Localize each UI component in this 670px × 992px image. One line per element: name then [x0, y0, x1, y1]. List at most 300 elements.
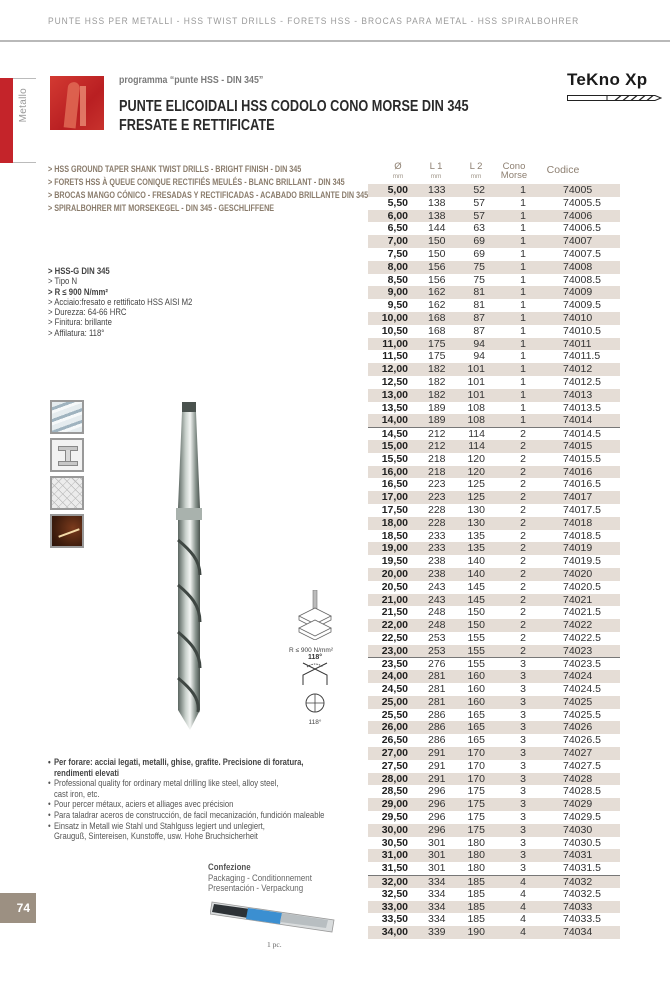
- cell-cone: 2: [520, 439, 526, 452]
- cell-code: 74026.5: [563, 734, 601, 747]
- cell-l2: 57: [473, 209, 485, 222]
- table-row: [368, 798, 620, 811]
- cell-code: 74012: [563, 363, 593, 376]
- cell-code: 74011.5: [563, 350, 601, 363]
- cell-l2: 130: [467, 503, 485, 516]
- cell-l2: 180: [467, 836, 485, 849]
- cell-diameter: 21,50: [381, 606, 408, 619]
- lang-line: > SPIRALBOHRER MIT MORSEKEGEL - DIN 345 - GESCHLIFFENE: [48, 203, 275, 213]
- col-code: Codice: [546, 164, 580, 176]
- cell-l2: 155: [467, 644, 485, 657]
- cell-l2: 155: [467, 631, 485, 644]
- cell-l1: 133: [428, 184, 446, 196]
- spec-item: > HSS-G DIN 345: [48, 266, 110, 276]
- cell-code: 74013: [563, 388, 593, 401]
- table-row: [368, 530, 620, 543]
- cell-code: 74030.5: [563, 836, 601, 849]
- checker-plate-icon: [50, 476, 84, 510]
- cell-code: 74029.5: [563, 811, 601, 824]
- spec-list: [48, 266, 192, 338]
- cell-code: 74015.5: [563, 452, 601, 465]
- wood-spark-icon: [50, 514, 84, 548]
- cell-cone: 2: [520, 465, 526, 478]
- cell-l2: 108: [467, 401, 485, 414]
- cell-cone: 3: [520, 798, 526, 811]
- header-rule: [0, 40, 670, 42]
- cell-cone: 2: [520, 606, 526, 619]
- cell-l1: 253: [428, 644, 446, 657]
- cell-cone: 1: [520, 337, 526, 350]
- cell-l1: 233: [428, 542, 446, 555]
- cell-l1: 168: [428, 311, 446, 324]
- cell-diameter: 7,50: [387, 247, 408, 260]
- cell-code: 74015: [563, 439, 593, 452]
- table-row: [368, 517, 620, 530]
- table-row: [368, 875, 620, 888]
- cell-l1: 182: [428, 363, 446, 376]
- cell-l2: 130: [467, 516, 485, 529]
- table-row: [368, 709, 620, 722]
- cell-l2: 175: [467, 811, 485, 824]
- cell-l2: 185: [467, 913, 485, 926]
- cell-diameter: 7,00: [387, 235, 408, 248]
- cell-cone: 1: [520, 286, 526, 299]
- usage-item: • Per forare: acciai legati, metalli, ghise, grafite. Precisione di foratura, rendimenti elevati: [48, 757, 324, 778]
- table-row: [368, 286, 620, 299]
- cell-code: 74033.5: [563, 913, 601, 926]
- cell-code: 74025.5: [563, 708, 601, 721]
- cell-code: 74023: [563, 644, 593, 657]
- table-row: [368, 773, 620, 786]
- cell-code: 74014.5: [563, 428, 601, 441]
- cell-code: 74031: [563, 849, 593, 862]
- cell-cone: 3: [520, 747, 526, 760]
- cell-diameter: 31,00: [381, 849, 408, 862]
- table-row: [368, 606, 620, 619]
- table-row: [368, 427, 620, 440]
- cell-diameter: 14,00: [381, 414, 408, 427]
- drill-tip-icon: [303, 692, 327, 714]
- table-row: [368, 696, 620, 709]
- cell-l1: 175: [428, 337, 446, 350]
- cell-diameter: 5,50: [387, 196, 408, 209]
- cell-l2: 94: [473, 337, 485, 350]
- cell-diameter: 25,50: [381, 708, 408, 721]
- cell-code: 74018: [563, 516, 593, 529]
- cell-diameter: 27,00: [381, 747, 408, 760]
- table-row: [368, 504, 620, 517]
- cell-diameter: 22,00: [381, 619, 408, 632]
- drill-bit-icon: [567, 94, 662, 102]
- cell-cone: 1: [520, 363, 526, 376]
- cell-code: 74032: [563, 876, 593, 889]
- cell-code: 74032.5: [563, 887, 601, 900]
- cell-cone: 3: [520, 759, 526, 772]
- cell-diameter: 21,00: [381, 593, 408, 606]
- cell-cone: 1: [520, 196, 526, 209]
- cell-code: 74024: [563, 670, 593, 683]
- cell-l2: 160: [467, 695, 485, 708]
- table-row: [368, 594, 620, 607]
- cell-cone: 2: [520, 503, 526, 516]
- cell-cone: 1: [520, 401, 526, 414]
- table-row: [368, 235, 620, 248]
- cell-cone: 2: [520, 452, 526, 465]
- packaging-title: Confezione: [208, 862, 251, 872]
- cell-l1: 168: [428, 324, 446, 337]
- cell-l2: 125: [467, 491, 485, 504]
- cell-diameter: 26,00: [381, 721, 408, 734]
- table-row: [368, 632, 620, 645]
- cell-l2: 185: [467, 876, 485, 889]
- cell-diameter: 11,50: [382, 350, 408, 363]
- cell-cone: 3: [520, 823, 526, 836]
- cell-diameter: 5,00: [387, 184, 408, 196]
- cell-diameter: 8,00: [387, 260, 408, 273]
- table-row: [368, 901, 620, 914]
- cell-l1: 228: [428, 503, 446, 516]
- tip-angle-label: 118°: [308, 719, 322, 726]
- cell-l1: 248: [428, 606, 446, 619]
- cell-cone: 2: [520, 567, 526, 580]
- cell-l1: 138: [428, 209, 446, 222]
- table-row: [368, 747, 620, 760]
- cell-l1: 281: [428, 670, 446, 683]
- cell-diameter: 25,00: [381, 695, 408, 708]
- cell-code: 74011: [563, 337, 592, 350]
- cell-cone: 3: [520, 836, 526, 849]
- packaging-line: Presentación - Verpackung: [208, 883, 304, 893]
- cell-l1: 228: [428, 516, 446, 529]
- usage-item: • Professional quality for ordinary metal drilling like steel, alloy steel, cast iron, etc.: [48, 778, 324, 799]
- spec-item: > Tipo N: [48, 276, 78, 287]
- cell-l2: 94: [473, 350, 485, 363]
- cell-cone: 1: [520, 247, 526, 260]
- cell-cone: 2: [520, 428, 526, 441]
- table-row: [368, 338, 620, 351]
- drill-product-image: [160, 400, 220, 740]
- cell-l2: 150: [467, 619, 485, 632]
- cell-diameter: 34,00: [381, 926, 408, 939]
- cell-diameter: 20,00: [381, 567, 408, 580]
- cell-cone: 2: [520, 516, 526, 529]
- cell-l1: 156: [428, 260, 446, 273]
- table-row: [368, 248, 620, 261]
- cell-code: 74006.5: [563, 222, 601, 235]
- cell-l2: 52: [473, 184, 485, 196]
- cell-code: 74008: [563, 260, 593, 273]
- cell-l1: 296: [428, 811, 446, 824]
- cell-diameter: 9,50: [387, 299, 408, 312]
- category-image: [50, 76, 104, 130]
- cell-l2: 108: [467, 414, 485, 427]
- cell-l2: 165: [467, 734, 485, 747]
- cell-l1: 286: [428, 708, 446, 721]
- cell-l1: 212: [428, 428, 446, 441]
- cell-code: 74024.5: [563, 683, 601, 696]
- usage-item: • Einsatz in Metall wie Stahl und Stahlguss legiert und unlegiert, Grauguß, Sintereisen, Kunstoffe, usw. Hohe Bruchsicherheit: [48, 821, 324, 842]
- cell-l1: 243: [428, 593, 446, 606]
- corrugated-sheet-icon: [50, 400, 84, 434]
- header-title: PUNTE HSS PER METALLI - HSS TWIST DRILLS - FORETS HSS - BROCAS PARA METAL - HSS SPIRALBOHRER: [48, 16, 580, 26]
- cell-diameter: 8,50: [387, 273, 408, 286]
- table-row: [368, 440, 620, 453]
- table-row: [368, 350, 620, 363]
- cell-l2: 135: [467, 529, 485, 542]
- cell-diameter: 24,50: [381, 683, 408, 696]
- cell-l1: 253: [428, 631, 446, 644]
- packaging-tube-image: [210, 898, 336, 934]
- table-row: [368, 619, 620, 632]
- table-body: [368, 184, 620, 939]
- cell-cone: 3: [520, 658, 526, 671]
- cell-cone: 1: [520, 350, 526, 363]
- cell-diameter: 18,00: [381, 516, 408, 529]
- cell-code: 74022.5: [563, 631, 601, 644]
- table-row: [368, 645, 620, 658]
- cell-diameter: 10,50: [381, 324, 408, 337]
- table-header: [368, 160, 620, 184]
- cell-diameter: 23,50: [381, 658, 408, 671]
- cell-code: 74017: [563, 491, 593, 504]
- cell-l1: 301: [428, 862, 446, 875]
- cell-cone: 3: [520, 772, 526, 785]
- cell-cone: 1: [520, 311, 526, 324]
- cell-code: 74007: [563, 235, 593, 248]
- cell-code: 74005.5: [563, 196, 601, 209]
- language-descriptions: [48, 163, 368, 215]
- cell-code: 74007.5: [563, 247, 601, 260]
- table-row: [368, 734, 620, 747]
- cell-diameter: 22,50: [381, 631, 408, 644]
- table-row: [368, 197, 620, 210]
- cell-cone: 2: [520, 478, 526, 491]
- col-cone: Cono Morse: [500, 161, 528, 181]
- cell-code: 74017.5: [563, 503, 601, 516]
- cell-code: 74020: [563, 567, 593, 580]
- spec-item: > Acciaio:fresato e rettificato HSS AISI M2: [48, 296, 193, 307]
- table-row: [368, 184, 620, 197]
- cell-code: 74010.5: [563, 324, 601, 337]
- cell-cone: 2: [520, 619, 526, 632]
- lang-line: > BROCAS MANGO CÓNICO - FRESADAS Y RECTIFICADAS - ACABADO BRILLANTE DIN 345: [48, 190, 369, 200]
- cell-cone: 2: [520, 491, 526, 504]
- table-row: [368, 670, 620, 683]
- cell-diameter: 15,50: [381, 452, 408, 465]
- cell-l1: 339: [428, 926, 446, 939]
- cell-diameter: 33,50: [381, 913, 408, 926]
- table-row: [368, 760, 620, 773]
- cell-l2: 180: [467, 849, 485, 862]
- cell-cone: 4: [520, 876, 526, 889]
- table-row: [368, 376, 620, 389]
- cell-l2: 140: [467, 567, 485, 580]
- cell-cone: 1: [520, 388, 526, 401]
- cell-cone: 3: [520, 683, 526, 696]
- cell-code: 74008.5: [563, 273, 601, 286]
- cell-cone: 3: [520, 862, 526, 875]
- cell-l2: 69: [473, 235, 485, 248]
- page-header: [0, 0, 670, 42]
- program-subtitle: programma “punte HSS - DIN 345”: [119, 75, 264, 86]
- cell-cone: 4: [520, 926, 526, 939]
- col-l2: L 2 mm: [469, 161, 483, 180]
- table-row: [368, 210, 620, 223]
- cell-diameter: 20,50: [381, 580, 408, 593]
- cell-code: 74006: [563, 209, 593, 222]
- cell-cone: 3: [520, 734, 526, 747]
- cell-code: 74021.5: [563, 606, 601, 619]
- packaging-line: Packaging - Conditionnement: [208, 872, 312, 883]
- cell-l1: 243: [428, 580, 446, 593]
- cell-l1: 238: [428, 555, 446, 568]
- cell-l2: 57: [473, 196, 485, 209]
- cell-code: 74010: [563, 311, 593, 324]
- cell-l2: 87: [473, 311, 485, 324]
- cell-l2: 160: [467, 670, 485, 683]
- cell-diameter: 32,00: [381, 876, 408, 889]
- cell-l1: 189: [428, 414, 446, 427]
- table-row: [368, 542, 620, 555]
- cell-code: 74030: [563, 823, 593, 836]
- cell-l1: 334: [428, 887, 446, 900]
- cell-diameter: 30,50: [381, 836, 408, 849]
- cell-l2: 75: [473, 273, 485, 286]
- cell-diameter: 23,00: [381, 644, 408, 657]
- spec-item: > R ≤ 900 N/mm²: [48, 286, 108, 297]
- col-diameter: Ø mm: [392, 161, 404, 180]
- table-row: [368, 453, 620, 466]
- cell-l2: 190: [467, 926, 485, 939]
- cell-code: 74031.5: [563, 862, 601, 875]
- cell-code: 74018.5: [563, 529, 601, 542]
- spec-item: > Affilatura: 118°: [48, 327, 105, 338]
- cell-diameter: 15,00: [381, 439, 408, 452]
- cell-cone: 1: [520, 222, 526, 235]
- cell-l2: 69: [473, 247, 485, 260]
- table-row: [368, 299, 620, 312]
- cell-l1: 334: [428, 876, 446, 889]
- cell-code: 74009: [563, 286, 593, 299]
- cell-diameter: 14,50: [381, 428, 408, 441]
- strength-label: R ≤ 900 N/mm²: [288, 647, 334, 654]
- cell-diameter: 29,00: [381, 798, 408, 811]
- cell-l2: 87: [473, 324, 485, 337]
- cell-cone: 1: [520, 324, 526, 337]
- cell-l2: 175: [467, 798, 485, 811]
- title-line-2: FRESATE E RETTIFICATE: [119, 117, 275, 134]
- table-row: [368, 491, 620, 504]
- cell-l2: 145: [467, 593, 485, 606]
- cell-cone: 1: [520, 375, 526, 388]
- brand-logo: TeKno Xp: [567, 70, 648, 89]
- cell-l1: 212: [428, 439, 446, 452]
- table-row: [368, 568, 620, 581]
- cell-diameter: 27,50: [381, 759, 408, 772]
- cell-cone: 2: [520, 529, 526, 542]
- table-row: [368, 888, 620, 901]
- table-row: [368, 837, 620, 850]
- cell-l1: 301: [428, 849, 446, 862]
- cell-cone: 4: [520, 913, 526, 926]
- lang-line: > HSS GROUND TAPER SHANK TWIST DRILLS - BRIGHT FINISH - DIN 345: [48, 164, 302, 174]
- table-row: [368, 222, 620, 235]
- cell-l2: 140: [467, 555, 485, 568]
- cell-l1: 276: [428, 658, 446, 671]
- cell-l1: 182: [428, 388, 446, 401]
- cell-diameter: 12,00: [381, 363, 408, 376]
- spec-item: > Durezza: 64-66 HRC: [48, 307, 127, 318]
- cell-diameter: 9,00: [387, 286, 408, 299]
- cell-diameter: 28,50: [381, 785, 408, 798]
- cell-diameter: 16,00: [381, 465, 408, 478]
- cell-l2: 114: [468, 428, 485, 441]
- table-row: [368, 683, 620, 696]
- cell-cone: 2: [520, 580, 526, 593]
- lang-line: > FORETS HSS À QUEUE CONIQUE RECTIFIÉS MEULÉS - BLANC BRILLANT - DIN 345: [48, 177, 345, 187]
- cell-cone: 3: [520, 670, 526, 683]
- cell-l2: 135: [467, 542, 485, 555]
- cell-l2: 165: [467, 721, 485, 734]
- cell-l2: 185: [467, 900, 485, 913]
- usage-item: • Para taladrar aceros de construcción, de facil mecanización, fundición maleable: [48, 810, 324, 821]
- cell-diameter: 30,00: [381, 823, 408, 836]
- cell-l1: 334: [428, 913, 446, 926]
- cell-code: 74027.5: [563, 759, 601, 772]
- table-row: [368, 325, 620, 338]
- cell-cone: 1: [520, 273, 526, 286]
- cell-diameter: 24,00: [381, 670, 408, 683]
- cell-l1: 301: [428, 836, 446, 849]
- table-row: [368, 862, 620, 875]
- cell-code: 74022: [563, 619, 593, 632]
- table-row: [368, 363, 620, 376]
- cell-l2: 114: [468, 439, 485, 452]
- cell-code: 74029: [563, 798, 593, 811]
- cell-cone: 3: [520, 695, 526, 708]
- cell-code: 74016: [563, 465, 593, 478]
- table-row: [368, 824, 620, 837]
- cell-code: 74027: [563, 747, 593, 760]
- cell-l1: 291: [428, 759, 446, 772]
- cell-cone: 2: [520, 555, 526, 568]
- cell-l2: 81: [473, 286, 485, 299]
- cell-code: 74025: [563, 695, 593, 708]
- cell-l1: 291: [428, 747, 446, 760]
- title-line-1: PUNTE ELICOIDALI HSS CODOLO CONO MORSE DIN 345: [119, 98, 469, 115]
- cell-diameter: 32,50: [381, 887, 408, 900]
- cell-diameter: 10,00: [381, 311, 408, 324]
- tensile-strength-icon: [295, 590, 335, 640]
- table-row: [368, 274, 620, 287]
- table-row: [368, 913, 620, 926]
- cell-l2: 150: [467, 606, 485, 619]
- cell-cone: 2: [520, 593, 526, 606]
- product-table: [368, 160, 620, 939]
- cell-cone: 3: [520, 721, 526, 734]
- cell-cone: 3: [520, 785, 526, 798]
- cell-code: 74019.5: [563, 555, 601, 568]
- cell-l2: 81: [473, 299, 485, 312]
- col-l1: L 1 mm: [429, 161, 443, 180]
- table-row: [368, 261, 620, 274]
- cell-diameter: 29,50: [381, 811, 408, 824]
- cell-l2: 155: [467, 658, 485, 671]
- cell-cone: 2: [520, 631, 526, 644]
- cell-l1: 223: [428, 491, 446, 504]
- cell-l1: 248: [428, 619, 446, 632]
- cell-l1: 138: [428, 196, 446, 209]
